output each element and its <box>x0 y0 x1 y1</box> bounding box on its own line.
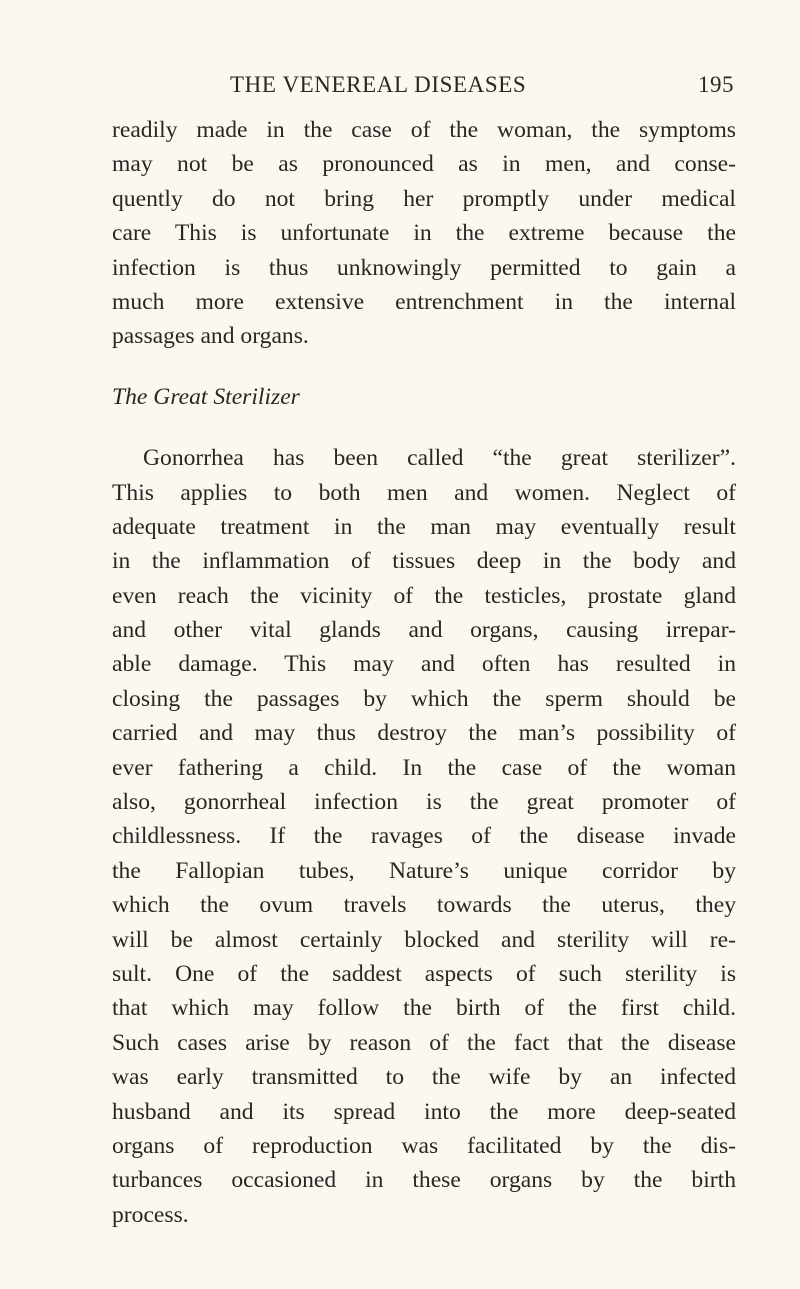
text-line: adequate treatment in the man may eventually result <box>112 513 736 540</box>
text-line: even reach the vicinity of the testicles, prostate gland <box>112 582 736 609</box>
text-line: the Fallopian tubes, Nature’s unique corridor by <box>112 857 736 884</box>
text-line: organs of reproduction was facilitated by the dis- <box>112 1132 736 1159</box>
text-line: sult. One of the saddest aspects of such sterility is <box>112 960 736 987</box>
text-line: ever fathering a child. In the case of the woman <box>112 754 736 781</box>
text-line: may not be as pronounced as in men, and conse- <box>112 151 736 178</box>
text-line: in the inflammation of tissues deep in the body and <box>112 548 736 575</box>
paragraph-2 <box>112 441 736 1232</box>
text-line: carried and may thus destroy the man’s possibility of <box>112 720 736 747</box>
text-line: readily made in the case of the woman, the symptoms <box>112 117 736 143</box>
paragraph-1 <box>112 113 736 354</box>
text-line: and other vital glands and organs, causing irrepar- <box>112 617 736 644</box>
text-line: turbances occasioned in these organs by the birth <box>112 1167 736 1194</box>
text-line: also, gonorrheal infection is the great promoter of <box>112 789 736 816</box>
text-line: process. <box>112 1201 189 1228</box>
text-line: Gonorrhea has been called “the great sterilizer”. <box>143 445 736 472</box>
text-line: Such cases arise by reason of the fact that the disease <box>112 1029 736 1056</box>
text-line: that which may follow the birth of the first child. <box>112 995 736 1022</box>
text-line: which the ovum travels towards the uterus, they <box>112 892 736 919</box>
text-line: quently do not bring her promptly under medical <box>112 185 736 212</box>
text-line: passages and organs. <box>112 323 309 350</box>
running-title: THE VENEREAL DISEASES <box>230 72 527 97</box>
text-line: much more extensive entrenchment in the internal <box>112 288 736 315</box>
section-heading: The Great Sterilizer <box>112 383 300 410</box>
text-line: was early transmitted to the wife by an infected <box>112 1064 736 1091</box>
text-line: will be almost certainly blocked and sterility will re- <box>112 926 736 953</box>
text-line: care This is unfortunate in the extreme because the <box>112 220 736 247</box>
running-head <box>112 72 734 102</box>
text-line: closing the passages by which the sperm should be <box>112 685 736 712</box>
text-line: husband and its spread into the more deep-seated <box>112 1098 736 1125</box>
text-line: childlessness. If the ravages of the disease invade <box>112 823 736 850</box>
page-number: 195 <box>698 72 734 97</box>
text-line: able damage. This may and often has resulted in <box>112 651 736 678</box>
text-line: This applies to both men and women. Neglect of <box>112 479 736 506</box>
body-text <box>112 113 736 1232</box>
text-line: infection is thus unknowingly permitted to gain a <box>112 254 736 281</box>
